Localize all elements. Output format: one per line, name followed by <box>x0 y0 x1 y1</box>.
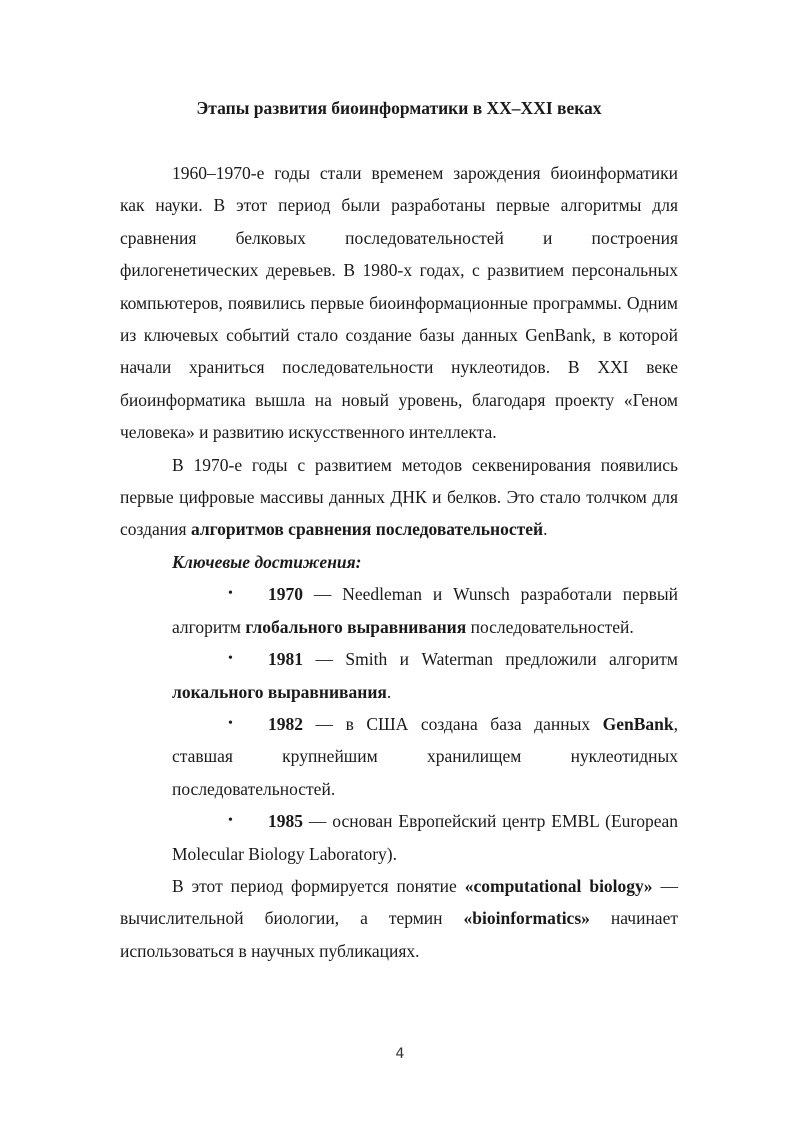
list-item-bold: локального выравнивания <box>172 681 387 702</box>
page-number: 4 <box>395 1046 405 1062</box>
list-item-bold: глобального выравнивания <box>245 616 467 637</box>
paragraph-sequencing-end: . <box>543 519 548 540</box>
list-item-text: — Needleman и Wunsch разработали первый алгоритм <box>172 584 678 637</box>
paragraph-terms-bold1: «computational biology» <box>464 875 653 896</box>
bullet-icon: • <box>228 813 233 829</box>
paragraph-terms-text3: начинает использоваться в научных публикациях. <box>120 908 678 961</box>
paragraph-sequencing <box>120 449 678 546</box>
paragraph-intro: 1960–1970-е годы стали временем зарождения биоинформатики как науки. В этот период были разработаны первые алгоритмы для сравнения белковых последовательностей и построения филогенетических деревьев. В 1980-х годах, с развитием персональных компьютеров, появились первые биоинформационные программы. Одним из ключевых событий стало создание базы данных GenBank, в которой начали храниться последовательности нуклеотидов. В XXI веке биоинформатика вышла на новый уровень, благодаря проекту «Геном человека» и развитию искусственного интеллекта. <box>120 163 678 443</box>
list-item-text: — основан Европейский центр EMBL (European Molecular Biology Laboratory). <box>172 811 678 864</box>
document-title: Этапы развития биоинформатики в XX–XXI веках <box>196 98 602 118</box>
achievements-heading: Ключевые достижения: <box>172 551 362 572</box>
paragraph-terms-text2: — вычислительной биологии, а термин <box>120 875 678 929</box>
list-item <box>120 805 678 870</box>
bullet-icon: • <box>228 651 233 667</box>
paragraph-sequencing-bold: алгоритмов сравнения последовательностей <box>190 519 544 540</box>
list-item-spacer <box>172 714 268 734</box>
list-item-year: 1985 <box>268 811 303 832</box>
list-item-end: . <box>386 681 392 702</box>
list-item-spacer <box>172 649 268 669</box>
paragraph-sequencing-text: В 1970-е годы с развитием методов секвенирования появились первые цифровые массивы данных ДНК и белков. Это стало толчком для создания <box>120 454 678 540</box>
paragraph-terms-bold2: «bioinformatics» <box>463 908 590 929</box>
list-item <box>120 708 678 805</box>
paragraph-terms-text1: В этот период формируется понятие <box>172 875 465 896</box>
document-body <box>120 157 678 967</box>
list-item <box>120 578 678 643</box>
list-item-year: 1982 <box>268 713 303 734</box>
list-item-year: 1981 <box>268 649 303 670</box>
list-item-text: — в США создана база данных <box>303 713 603 734</box>
list-item-spacer <box>172 811 268 831</box>
bullet-icon: • <box>228 586 233 602</box>
list-item-end: , ставшая крупнейшим хранилищем нуклеотидных последовательностей. <box>172 713 678 799</box>
list-item-spacer <box>172 584 268 604</box>
list-item-bold: GenBank <box>602 713 674 734</box>
bullet-icon: • <box>228 715 233 731</box>
list-item-end: последовательностей. <box>466 616 634 637</box>
list-item <box>120 643 678 708</box>
list-item-year: 1970 <box>268 584 303 605</box>
list-item-text: — Smith и Waterman предложили алгоритм <box>303 649 678 670</box>
paragraph-terms <box>120 870 678 967</box>
